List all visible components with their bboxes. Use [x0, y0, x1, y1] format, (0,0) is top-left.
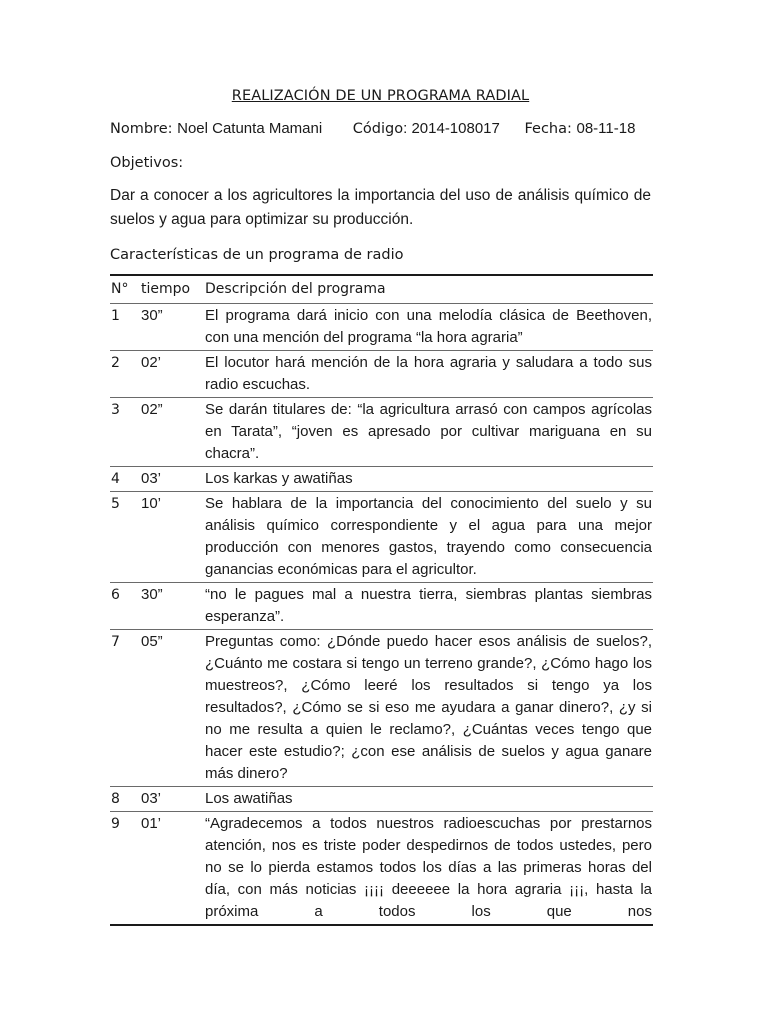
row-time: 03’ [141, 467, 205, 492]
row-num: 9 [110, 812, 141, 926]
row-desc: Se darán titulares de: “la agricultura arrasó con campos agrícolas en Tarata”, “joven es apresado por cultivar mariguana en su chacra”. [205, 398, 653, 467]
table-row [110, 812, 653, 926]
row-desc: Preguntas como: ¿Dónde puedo hacer esos análisis de suelos?, ¿Cuánto me costara si tengo un terreno grande?, ¿Cómo hago los muestreos?, ¿Cómo leeré los resultados si tengo ya los resultados?, ¿Cómo se si eso me ayudara a ganar dinero?, ¿y si no me resulta a quien le reclamo?, ¿Cuántas veces tengo que hacer este estudio?; ¿con ese análisis de suelos y agua ganare más dinero? [205, 630, 653, 787]
row-desc: Se hablara de la importancia del conocimiento del suelo y su análisis químico correspondiente y el agua para una mejor producción con menores gastos, trayendo como consecuencia ganancias económicas para el agricultor. [205, 492, 653, 583]
row-num: 6 [110, 583, 141, 630]
table-row [110, 351, 653, 398]
table-row [110, 787, 653, 812]
row-desc: El programa dará inicio con una melodía clásica de Beethoven, con una mención del programa “la hora agraria” [205, 304, 653, 351]
row-time: 30” [141, 304, 205, 351]
header-tiempo: tiempo [141, 281, 191, 297]
table-row [110, 492, 653, 583]
objetivos-text: Dar a conocer a los agricultores la importancia del uso de análisis químico de suelos y agua para optimizar su producción. [110, 187, 651, 228]
program-table [110, 274, 653, 926]
row-time: 02” [141, 398, 205, 467]
fecha-label: Fecha: [524, 121, 572, 137]
table-row [110, 630, 653, 787]
nombre-label: Nombre: [110, 121, 173, 137]
nombre-value: Noel Catunta Mamani [177, 120, 323, 137]
row-time: 03’ [141, 787, 205, 812]
table-row [110, 304, 653, 351]
row-num: 4 [110, 467, 141, 492]
row-num: 3 [110, 398, 141, 467]
row-num: 1 [110, 304, 141, 351]
section-title: Características de un programa de radio [110, 247, 404, 263]
row-desc: “Agradecemos a todos nuestros radioescuchas por prestarnos atención, nos es triste poder despedirnos de todos ustedes, pero no se lo pierda estamos todos los días a las primeras horas del día, con más noticias ¡¡¡¡ deeeeee la hora agraria ¡¡¡, hasta la próxima a todos los que nos [205, 812, 653, 926]
codigo-value: : 2014-108017 [403, 120, 500, 137]
row-num: 2 [110, 351, 141, 398]
table-row [110, 467, 653, 492]
row-desc: Los karkas y awatiñas [205, 467, 653, 492]
row-desc: El locutor hará mención de la hora agraria y saludara a todo sus radio escuchas. [205, 351, 653, 398]
row-time: 01’ [141, 812, 205, 926]
header-descripcion: Descripción del programa [205, 281, 386, 297]
student-info [110, 118, 651, 140]
document-title: REALIZACIÓN DE UN PROGRAMA RADIAL [231, 88, 530, 104]
row-time: 05” [141, 630, 205, 787]
row-num: 7 [110, 630, 141, 787]
row-desc: Los awatiñas [205, 787, 653, 812]
row-num: 8 [110, 787, 141, 812]
objetivos-heading: Objetivos: [110, 155, 184, 171]
table-row [110, 583, 653, 630]
codigo-label: Código [352, 121, 404, 137]
fecha-value: 08-11-18 [576, 120, 636, 137]
table-header-row [110, 275, 653, 304]
row-num: 5 [110, 492, 141, 583]
row-desc: “no le pagues mal a nuestra tierra, siembras plantas siembras esperanza”. [205, 583, 653, 630]
row-time: 02’ [141, 351, 205, 398]
document-page [110, 88, 651, 926]
header-num: N° [111, 281, 129, 297]
row-time: 10’ [141, 492, 205, 583]
table-row [110, 398, 653, 467]
row-time: 30” [141, 583, 205, 630]
